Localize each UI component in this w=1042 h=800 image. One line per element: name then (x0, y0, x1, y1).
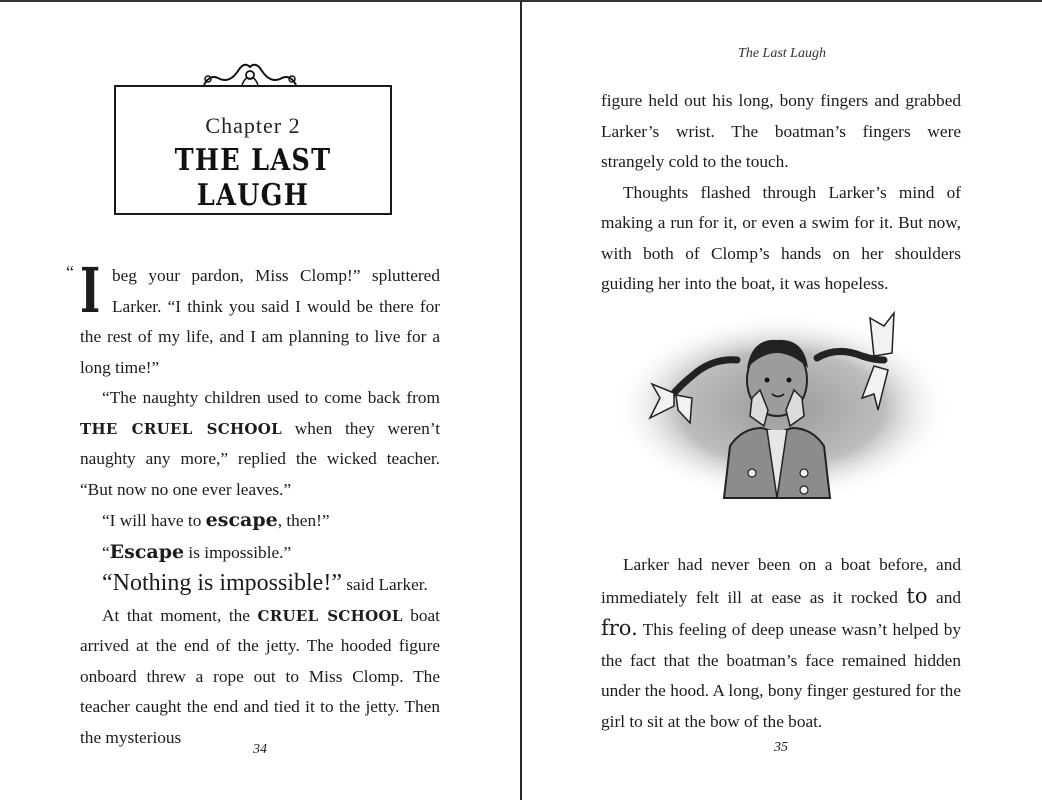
text-run: and (927, 587, 961, 607)
left-page (0, 0, 520, 800)
emphasis-school-name: CRUEL SCHOOL (257, 606, 403, 625)
text-run: is impossible.” (184, 542, 292, 562)
text-run: said Larker. (341, 575, 428, 594)
emphasis-escape: escape (205, 509, 278, 531)
emphasis-fro: fro. (601, 616, 638, 640)
text-run: , then!” (277, 511, 330, 530)
chapter-number: Chapter 2 (205, 113, 301, 138)
right-page-body-top (601, 86, 961, 300)
open-quote: “ (66, 262, 74, 282)
text-run: “ (102, 542, 110, 562)
right-page-body-bottom (601, 550, 961, 737)
paragraph-1 (66, 254, 440, 383)
chapter-heading-box (114, 85, 392, 215)
drop-cap: I (80, 254, 101, 327)
emphasis-escape: Escape (109, 540, 185, 563)
running-head: The Last Laugh (738, 46, 826, 61)
page-number: 35 (774, 740, 788, 755)
emphasis-to: to (906, 583, 928, 608)
paragraph-text: beg your pardon, Miss Clomp!” spluttered Larker. “I think you said I would be there for the rest of my life, and I am planning to live for a long time!” (80, 266, 440, 377)
emphasis-school-name: THE CRUEL SCHOOL (80, 419, 283, 438)
paragraph-6 (80, 601, 440, 754)
text-run: This feeling of deep unease wasn’t helped by the fact that the boatman’s face remained hidden under the hood. A long, bony finger gestured for the girl to sit at the bow of the boat. (601, 620, 961, 731)
text-run: Larker had never been on a boat before, and immediately felt ill at ease as it rocked (601, 555, 961, 607)
chapter-title: THE LAST LAUGH (174, 143, 332, 213)
paragraph-3 (601, 550, 961, 737)
text-run: “The naughty children used to come back from (102, 388, 440, 407)
paragraph-1: figure held out his long, bony fingers and grabbed Larker’s wrist. The boatman’s fingers were strangely cold to the touch. (601, 91, 961, 171)
left-page-body (66, 254, 440, 753)
text-run: boat arrived at the end of the jetty. The hooded figure onboard threw a rope out to Miss Clomp. The teacher caught the end and tied it to the jetty. Then the mysterious (80, 605, 440, 747)
paragraph-2: Thoughts flashed through Larker’s mind of making a run for it, or even a swim for it. But now, with both of Clomp’s hands on her shoulders guiding her into the boat, it was hopeless. (601, 182, 961, 293)
emphasis-nothing-impossible: “Nothing is impossible!” (102, 570, 342, 596)
text-run: “I will have to (102, 511, 206, 530)
illustration-girl-with-pigtails (612, 298, 952, 518)
ornament-icon (200, 59, 300, 87)
text-run: when they weren’t naughty any more,” replied the wicked teacher. “But now no one ever leaves.” (80, 418, 440, 499)
paragraph-3 (80, 505, 440, 537)
paragraph-2 (80, 383, 440, 505)
page-number: 34 (253, 742, 267, 757)
text-run: At that moment, the (102, 605, 258, 625)
paragraph-5 (80, 568, 440, 601)
paragraph-4 (80, 537, 440, 569)
